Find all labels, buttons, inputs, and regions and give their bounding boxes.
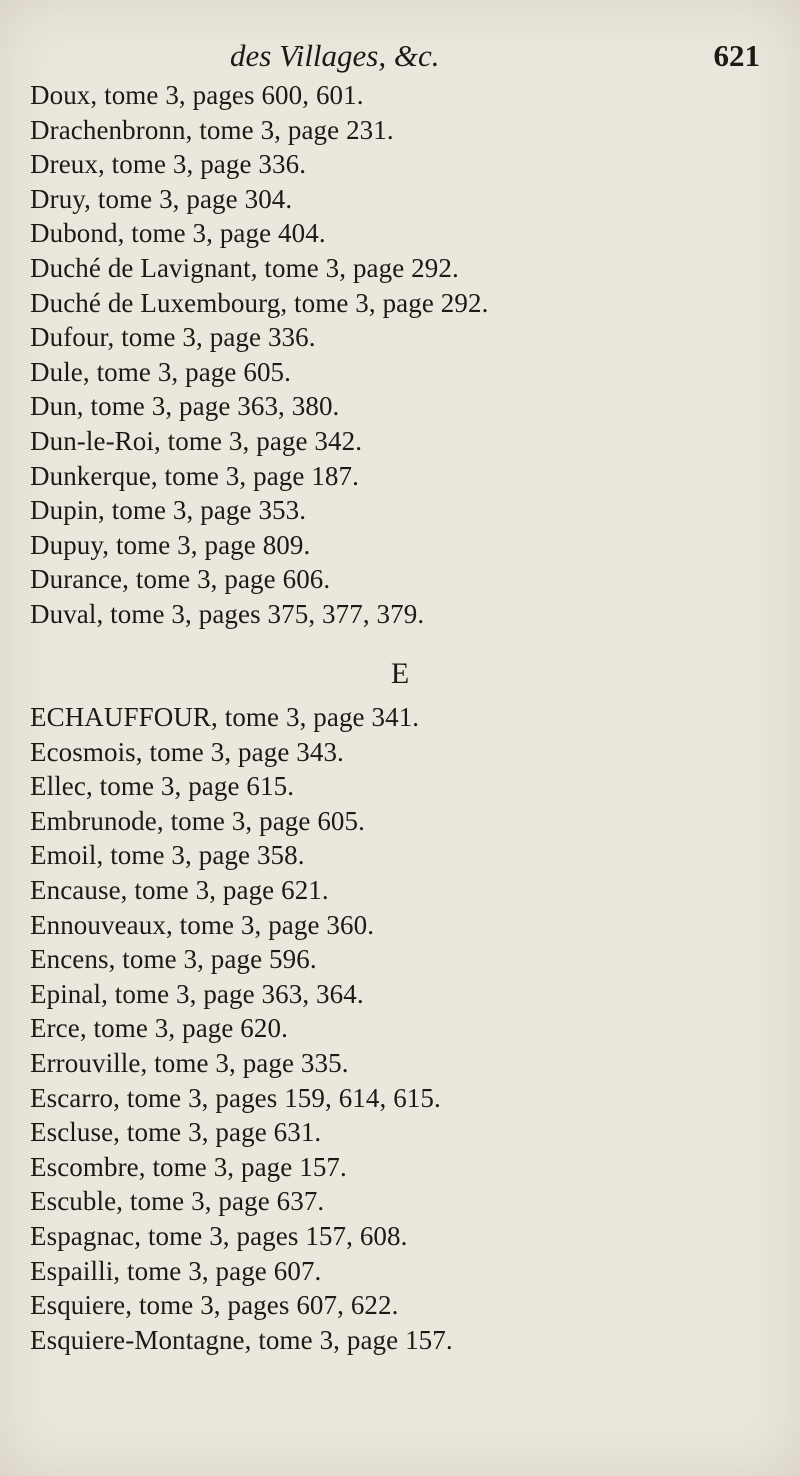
index-entry: Encens, tome 3, page 596. xyxy=(30,944,317,975)
index-entry: Ecosmois, tome 3, page 343. xyxy=(30,736,344,767)
index-entry: Embrunode, tome 3, page 605. xyxy=(30,805,365,836)
index-entry: Ellec, tome 3, page 615. xyxy=(30,771,295,802)
index-entry: Durance, tome 3, page 606. xyxy=(30,564,331,595)
index-entry: Dun-le-Roi, tome 3, page 342. xyxy=(30,425,363,456)
index-entry: Dule, tome 3, page 605. xyxy=(30,356,291,387)
index-entry: Errouville, tome 3, page 335. xyxy=(30,1047,349,1078)
page-header xyxy=(230,38,760,78)
index-entry: Encause, tome 3, page 621. xyxy=(30,874,329,905)
index-entry: Dupuy, tome 3, page 809. xyxy=(30,529,311,560)
index-entry: Doux, tome 3, pages 600, 601. xyxy=(30,80,364,110)
index-entry: Dupin, tome 3, page 353. xyxy=(30,495,307,526)
index-section-e xyxy=(30,650,770,1357)
page-number: 621 xyxy=(713,38,760,73)
index-entry: Esquiere, tome 3, pages 607, 622. xyxy=(30,1290,399,1321)
index-entry: Espailli, tome 3, page 607. xyxy=(30,1255,322,1286)
index-entry: Emoil, tome 3, page 358. xyxy=(30,840,305,871)
index-entry: Escarro, tome 3, pages 159, 614, 615. xyxy=(30,1082,441,1113)
index-section-d xyxy=(30,78,770,632)
index-entry: Escluse, tome 3, page 631. xyxy=(30,1117,322,1148)
index-entry: Ennouveaux, tome 3, page 360. xyxy=(30,909,375,940)
index-entry: Drachenbronn, tome 3, page 231. xyxy=(30,114,394,145)
index-entry: Duval, tome 3, pages 375, 377, 379. xyxy=(30,598,425,629)
index-entry: Dubond, tome 3, page 404. xyxy=(30,218,326,249)
index-entry: Esquiere-Montagne, tome 3, page 157. xyxy=(30,1324,453,1355)
index-entry: Duché de Lavignant, tome 3, page 292. xyxy=(30,252,459,283)
index-entry: Espagnac, tome 3, pages 157, 608. xyxy=(30,1220,408,1251)
index-entry: Dun, tome 3, page 363, 380. xyxy=(30,391,340,422)
index-entry: Duché de Luxembourg, tome 3, page 292. xyxy=(30,287,489,318)
running-title: des Villages, &c. xyxy=(230,38,440,73)
index-entry: Dufour, tome 3, page 336. xyxy=(30,322,316,353)
index-entry: Epinal, tome 3, page 363, 364. xyxy=(30,978,364,1009)
index-entry: Escombre, tome 3, page 157. xyxy=(30,1151,347,1182)
index-entry: Erce, tome 3, page 620. xyxy=(30,1013,288,1044)
index-entry: ECHAUFFOUR, tome 3, page 341. xyxy=(30,702,420,732)
index-entry: Dunkerque, tome 3, page 187. xyxy=(30,460,359,491)
index-entry: Dreux, tome 3, page 336. xyxy=(30,149,307,180)
section-letter: E xyxy=(390,657,410,690)
index-entry: Escuble, tome 3, page 637. xyxy=(30,1186,325,1217)
index-entry: Druy, tome 3, page 304. xyxy=(30,183,293,214)
